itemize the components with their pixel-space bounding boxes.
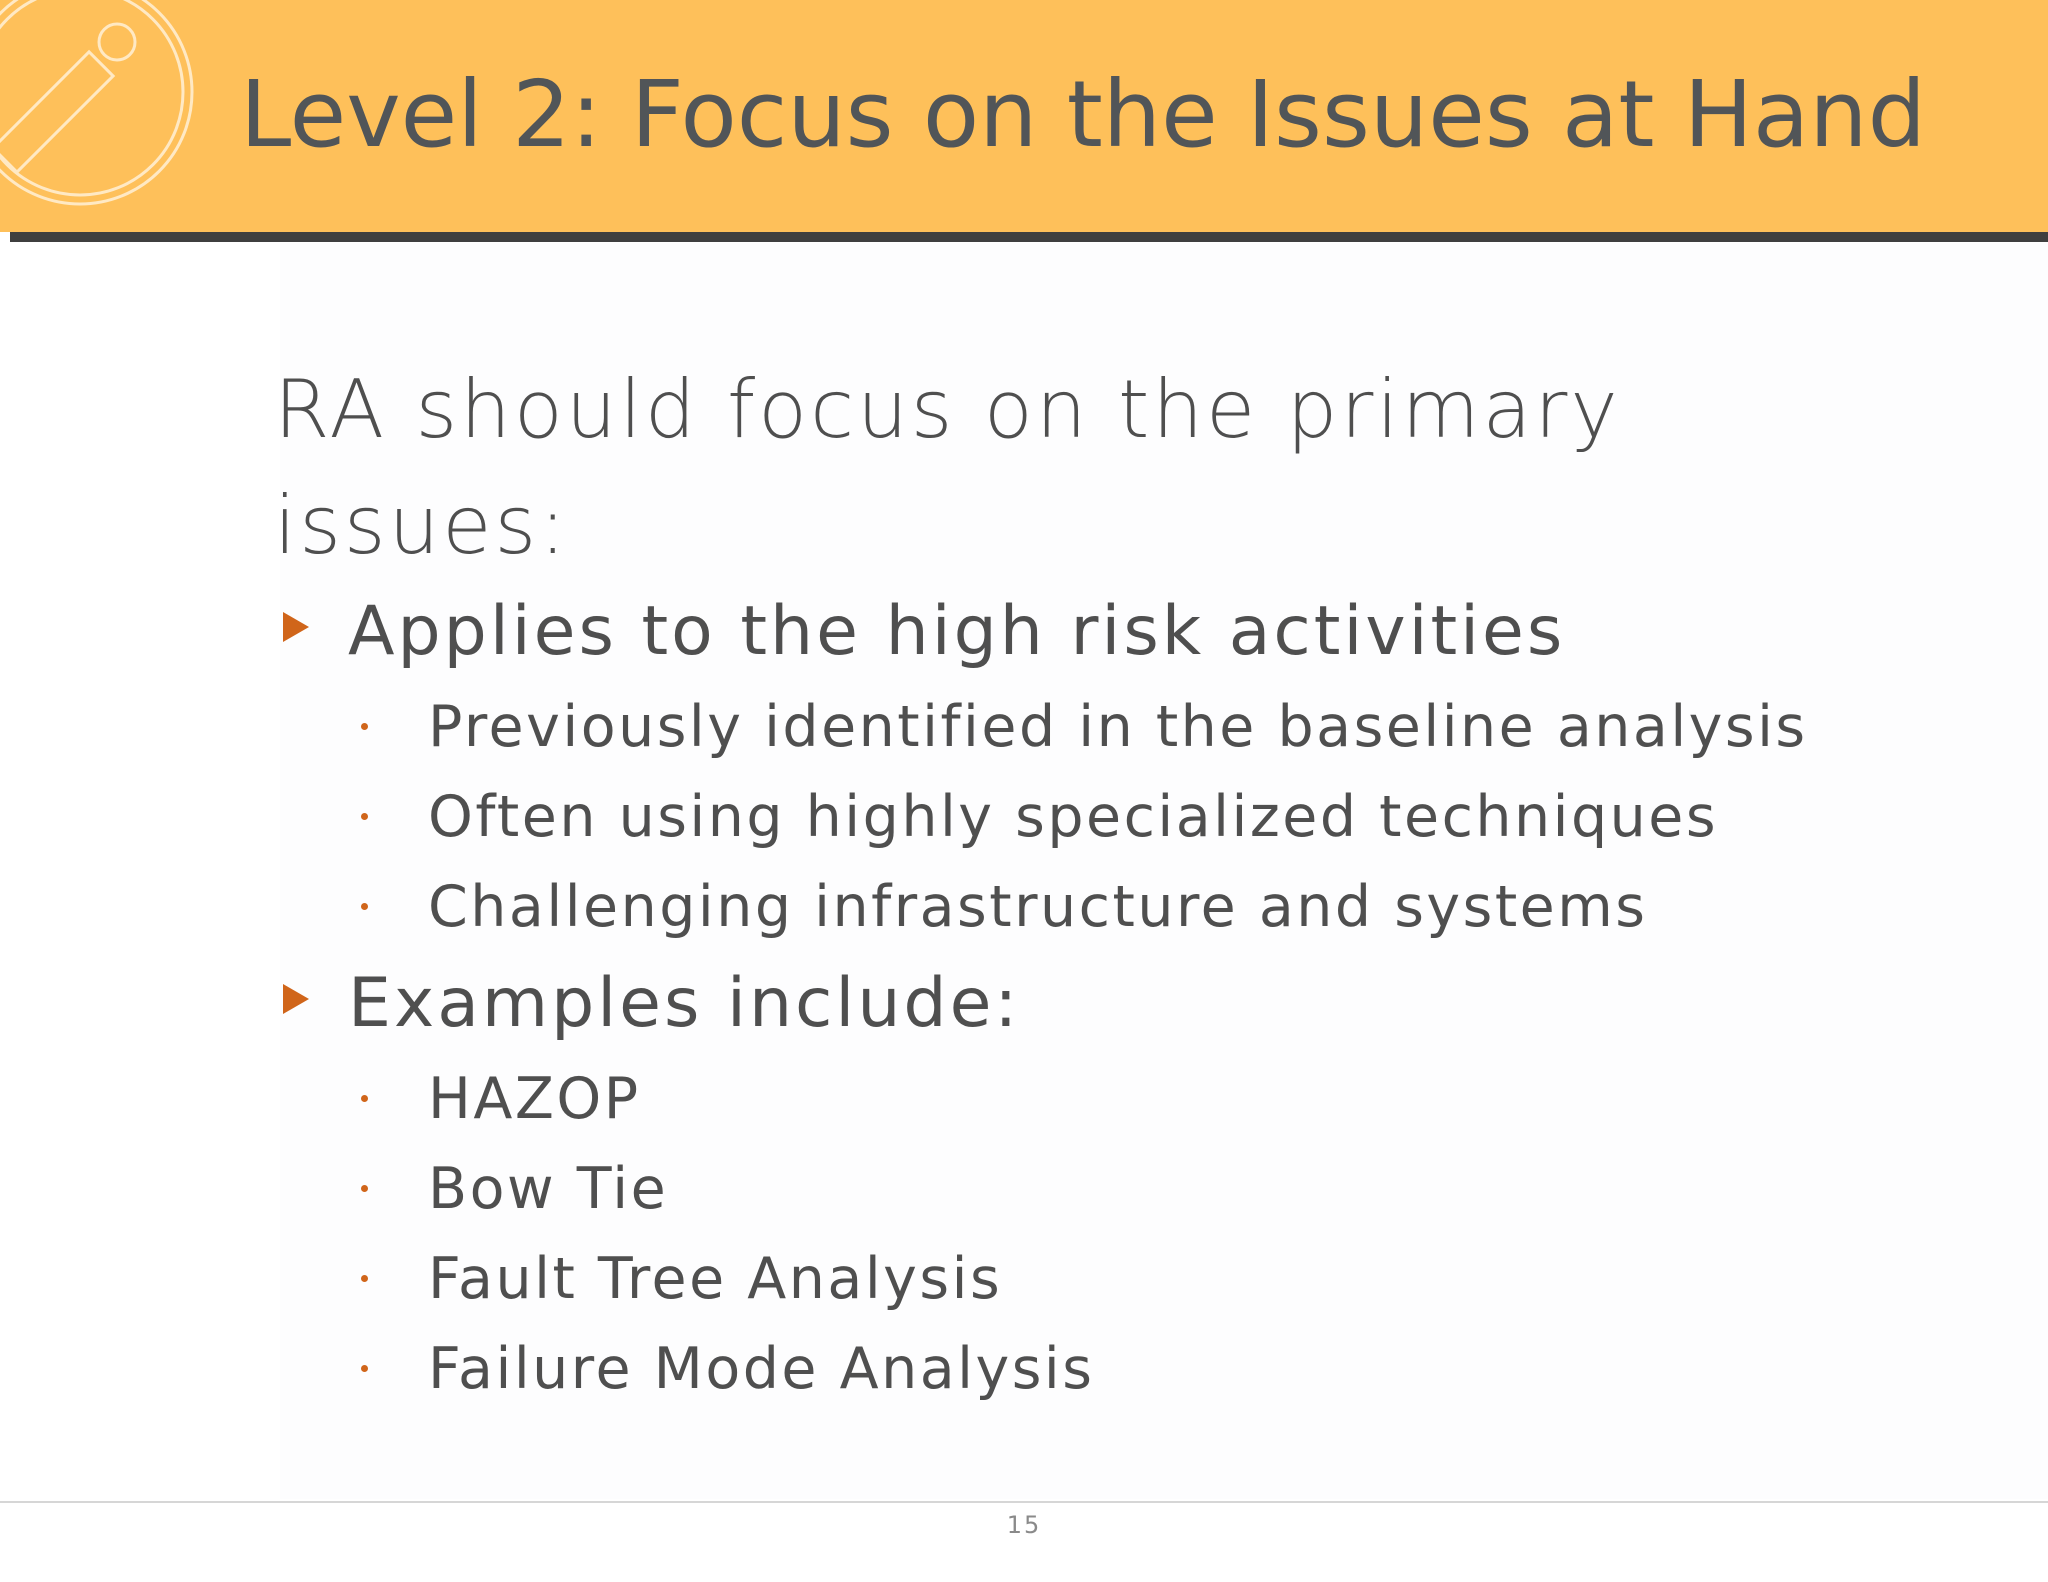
slide-title: Level 2: Focus on the Issues at Hand (240, 61, 1926, 168)
footer-rule (0, 1501, 2048, 1503)
dot-bullet-icon (361, 1095, 368, 1102)
dot-bullet-icon (361, 903, 368, 910)
dot-bullet-icon (361, 813, 368, 820)
lead-statement: RA should focus on the primary issues: (274, 363, 1621, 572)
subitem-failure-mode: Failure Mode Analysis (428, 1336, 1095, 1402)
triangle-bullet-icon (283, 612, 309, 642)
dot-bullet-icon (361, 1365, 368, 1372)
bullet-examples: Examples include: (348, 964, 1021, 1043)
dot-bullet-icon (361, 1275, 368, 1282)
subitem-infrastructure: Challenging infrastructure and systems (428, 874, 1648, 940)
subitem-techniques: Often using highly specialized techniques (428, 784, 1719, 850)
subitem-hazop: HAZOP (428, 1066, 641, 1132)
subitem-fault-tree: Fault Tree Analysis (428, 1246, 1003, 1312)
bullet-applies: Applies to the high risk activities (348, 592, 1566, 671)
subitem-bow-tie: Bow Tie (428, 1156, 669, 1222)
pencil-badge-icon (0, 0, 200, 220)
subitem-baseline: Previously identified in the baseline analysis (428, 694, 1808, 760)
dot-bullet-icon (361, 1185, 368, 1192)
triangle-bullet-icon (283, 984, 309, 1014)
header-rule (10, 232, 2048, 242)
page-number: 15 (1006, 1511, 1042, 1539)
dot-bullet-icon (361, 723, 368, 730)
